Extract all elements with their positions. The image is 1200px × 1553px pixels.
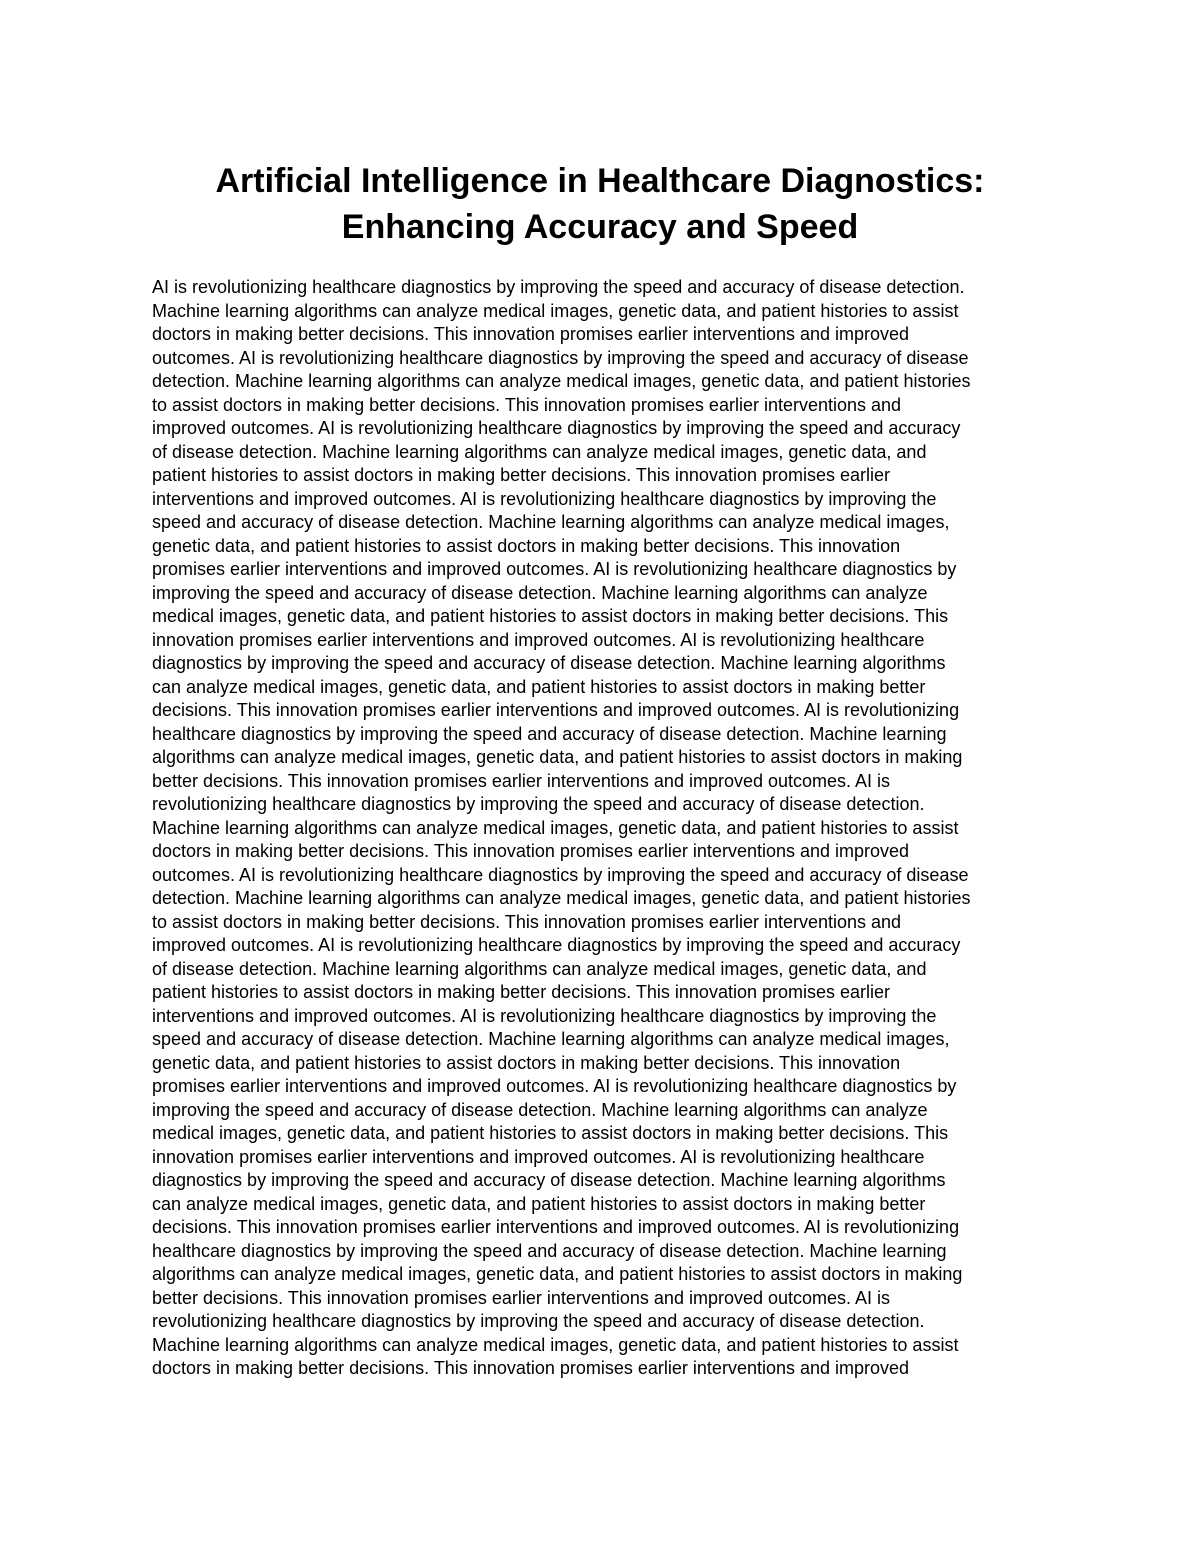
body-line: of disease detection. Machine learning algorithms can analyze medical images, genetic data, and [152, 958, 927, 979]
body-line: promises earlier interventions and improved outcomes. AI is revolutionizing healthcare diagnostics by [152, 1076, 957, 1096]
body-line: doctors in making better decisions. This innovation promises earlier interventions and improved [152, 1358, 910, 1378]
body-line: can analyze medical images, genetic data, and patient histories to assist doctors in making better [152, 1193, 926, 1214]
body-line: to assist doctors in making better decisions. This innovation promises earlier interventions and [152, 394, 902, 415]
body-line: innovation promises earlier interventions and improved outcomes. AI is revolutionizing healthcare [152, 1146, 925, 1167]
body-line: algorithms can analyze medical images, genetic data, and patient histories to assist doctors in making [152, 747, 963, 767]
body-line: interventions and improved outcomes. AI is revolutionizing healthcare diagnostics by improving the [152, 1005, 937, 1026]
body-line: diagnostics by improving the speed and accuracy of disease detection. Machine learning algorithms [152, 653, 946, 673]
body-line: detection. Machine learning algorithms can analyze medical images, genetic data, and patient histories [152, 888, 971, 908]
body-line: medical images, genetic data, and patient histories to assist doctors in making better decisions. This [152, 1123, 949, 1143]
body-line: genetic data, and patient histories to assist doctors in making better decisions. This innovation [152, 1052, 901, 1073]
body-line: outcomes. AI is revolutionizing healthcare diagnostics by improving the speed and accuracy of disease [152, 864, 969, 885]
body-line: doctors in making better decisions. This innovation promises earlier interventions and improved [152, 841, 910, 861]
body-line: of disease detection. Machine learning algorithms can analyze medical images, genetic data, and [152, 441, 927, 462]
title-line-2: Enhancing Accuracy and Speed [341, 208, 859, 246]
body-line: patient histories to assist doctors in making better decisions. This innovation promises earlier [152, 982, 891, 1002]
body-line: innovation promises earlier interventions and improved outcomes. AI is revolutionizing healthcare [152, 629, 925, 650]
body-line: diagnostics by improving the speed and accuracy of disease detection. Machine learning algorithms [152, 1170, 946, 1190]
body-line: improved outcomes. AI is revolutionizing healthcare diagnostics by improving the speed and accuracy [152, 418, 961, 438]
body-line: doctors in making better decisions. This innovation promises earlier interventions and improved [152, 324, 910, 344]
page-title [100, 158, 1100, 250]
body-line: improving the speed and accuracy of disease detection. Machine learning algorithms can analyze [152, 1099, 928, 1120]
body-line: revolutionizing healthcare diagnostics by improving the speed and accuracy of disease detection. [152, 794, 925, 814]
body-line: improved outcomes. AI is revolutionizing healthcare diagnostics by improving the speed and accuracy [152, 935, 961, 955]
body-line: revolutionizing healthcare diagnostics by improving the speed and accuracy of disease detection. [152, 1311, 925, 1331]
body-line: patient histories to assist doctors in making better decisions. This innovation promises earlier [152, 465, 891, 485]
body-line: medical images, genetic data, and patient histories to assist doctors in making better decisions. This [152, 606, 949, 626]
body-line: Machine learning algorithms can analyze medical images, genetic data, and patient histories to assist [152, 300, 959, 321]
body-line: algorithms can analyze medical images, genetic data, and patient histories to assist doctors in making [152, 1264, 963, 1284]
body-line: speed and accuracy of disease detection. Machine learning algorithms can analyze medical images, [152, 512, 950, 532]
body-line: decisions. This innovation promises earlier interventions and improved outcomes. AI is revolutionizing [152, 1217, 960, 1237]
body-line: interventions and improved outcomes. AI is revolutionizing healthcare diagnostics by improving the [152, 488, 937, 509]
body-line: AI is revolutionizing healthcare diagnostics by improving the speed and accuracy of disease detection. [152, 277, 965, 297]
body-line: Machine learning algorithms can analyze medical images, genetic data, and patient histories to assist [152, 1334, 959, 1355]
body-line: healthcare diagnostics by improving the speed and accuracy of disease detection. Machine learning [152, 1240, 947, 1261]
body-line: detection. Machine learning algorithms can analyze medical images, genetic data, and patient histories [152, 371, 971, 391]
body-line: improving the speed and accuracy of disease detection. Machine learning algorithms can analyze [152, 582, 928, 603]
title-line-1: Artificial Intelligence in Healthcare Diagnostics: [215, 162, 985, 200]
body-line: can analyze medical images, genetic data, and patient histories to assist doctors in making better [152, 676, 926, 697]
body-line: genetic data, and patient histories to assist doctors in making better decisions. This innovation [152, 535, 901, 556]
body-line: decisions. This innovation promises earlier interventions and improved outcomes. AI is revolutionizing [152, 700, 960, 720]
body-line: to assist doctors in making better decisions. This innovation promises earlier interventions and [152, 911, 902, 932]
body-line: better decisions. This innovation promises earlier interventions and improved outcomes. AI is [152, 1287, 891, 1308]
body-line: promises earlier interventions and improved outcomes. AI is revolutionizing healthcare diagnostics by [152, 559, 957, 579]
body-line: better decisions. This innovation promises earlier interventions and improved outcomes. AI is [152, 770, 891, 791]
body-paragraph [152, 276, 1052, 1381]
body-line: speed and accuracy of disease detection. Machine learning algorithms can analyze medical images, [152, 1029, 950, 1049]
body-line: outcomes. AI is revolutionizing healthcare diagnostics by improving the speed and accuracy of disease [152, 347, 969, 368]
body-line: Machine learning algorithms can analyze medical images, genetic data, and patient histories to assist [152, 817, 959, 838]
body-line: healthcare diagnostics by improving the speed and accuracy of disease detection. Machine learning [152, 723, 947, 744]
